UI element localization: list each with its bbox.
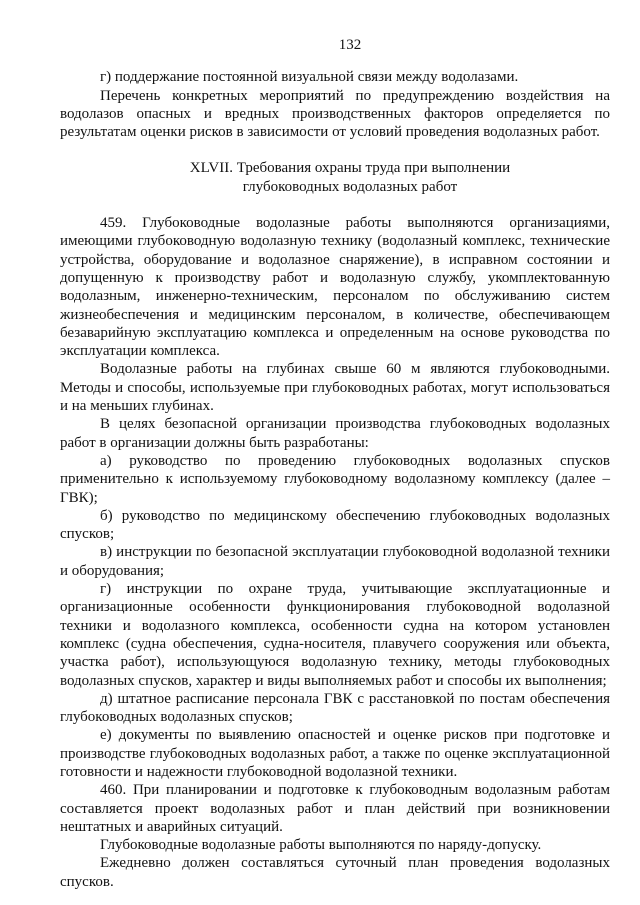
list-item-e: е) документы по выявлению опасностей и оценке рисков при подготовке и производстве глубоководных водолазных работ, а также по оценке эксплуатационной готовности и надежности глубоководной водолазной техники. (60, 727, 610, 780)
paragraph-permit: Глубоководные водолазные работы выполняются по наряду-допуску. (100, 837, 542, 854)
section-title-line-2: глубоководных водолазных работ (242, 178, 458, 195)
page-number: 132 (338, 37, 362, 53)
paragraph-safety-intro: В целях безопасной организации производства глубоководных водолазных работ в организации должны быть разработаны: (60, 416, 610, 451)
intro-block (60, 68, 610, 141)
section-heading (60, 159, 610, 196)
paragraph-459: 459. Глубоководные водолазные работы выполняются организациями, имеющими глубоководную водолазную технику (водолазный комплекс, технические устройства, оборудование и водолазное снаряжение), в исправном состоянии и допущенную к производству работ и водолазную службу, укомплектованную водолазным, инженерно-техническим, персоналом по обслуживанию систем жизнеобеспечения и медицинским персоналом, в количестве, обеспечивающем безаварийную эксплуатацию комплекса и определенным на основе руководства по эксплуатации комплекса. (60, 215, 610, 360)
section-body (60, 214, 610, 891)
paragraph-risk-measures: Перечень конкретных мероприятий по предупреждению воздействия на водолазов опасных и вредных производственных факторов определяется по результатам оценки рисков в зависимости от условий проведения водолазных работ. (60, 87, 610, 141)
list-item-g: г) инструкции по охране труда, учитывающие эксплуатационные и организационные особенности функционирования глубоководной водолазной техники и водолазного комплекса, особенности судна на котором установлен комплекс (судна обеспечения, судна-носителя, плавучего сооружения или объекта, участка работ), использующуюся водолазную технику, методы глубоководных водолазных спусков, характер и виды выполняемых работ и способы их выполнения; (60, 581, 610, 689)
list-item-a: а) руководство по проведению глубоководных водолазных спусков применительно к используемому глубоководному водолазному комплексу (далее – ГВК); (60, 452, 610, 506)
paragraph-daily-plan: Ежедневно должен составляться суточный план проведения водолазных спусков. (60, 855, 610, 890)
list-item-d: д) штатное расписание персонала ГВК с расстановкой по постам обеспечения глубоководных водолазных спусков; (60, 690, 610, 726)
list-item-g-visual-contact: г) поддержание постоянной визуальной связи между водолазами. (100, 69, 519, 86)
paragraph-460: 460. При планировании и подготовке к глубоководным водолазным работам составляется проект водолазных работ и план действий при возникновении нештатных и аварийных ситуаций. (60, 782, 610, 835)
list-item-b: б) руководство по медицинскому обеспечению глубоководных водолазных спусков; (60, 507, 610, 543)
list-item-v: в) инструкции по безопасной эксплуатации глубоководной водолазной техники и оборудования; (60, 544, 610, 579)
paragraph-depth: Водолазные работы на глубинах свыше 60 м являются глубоководными. Методы и способы, используемые при глубоководных работах, могут использоваться и на меньших глубинах. (60, 361, 610, 415)
section-title-line-1: XLVII. Требования охраны труда при выполнении (189, 160, 511, 177)
